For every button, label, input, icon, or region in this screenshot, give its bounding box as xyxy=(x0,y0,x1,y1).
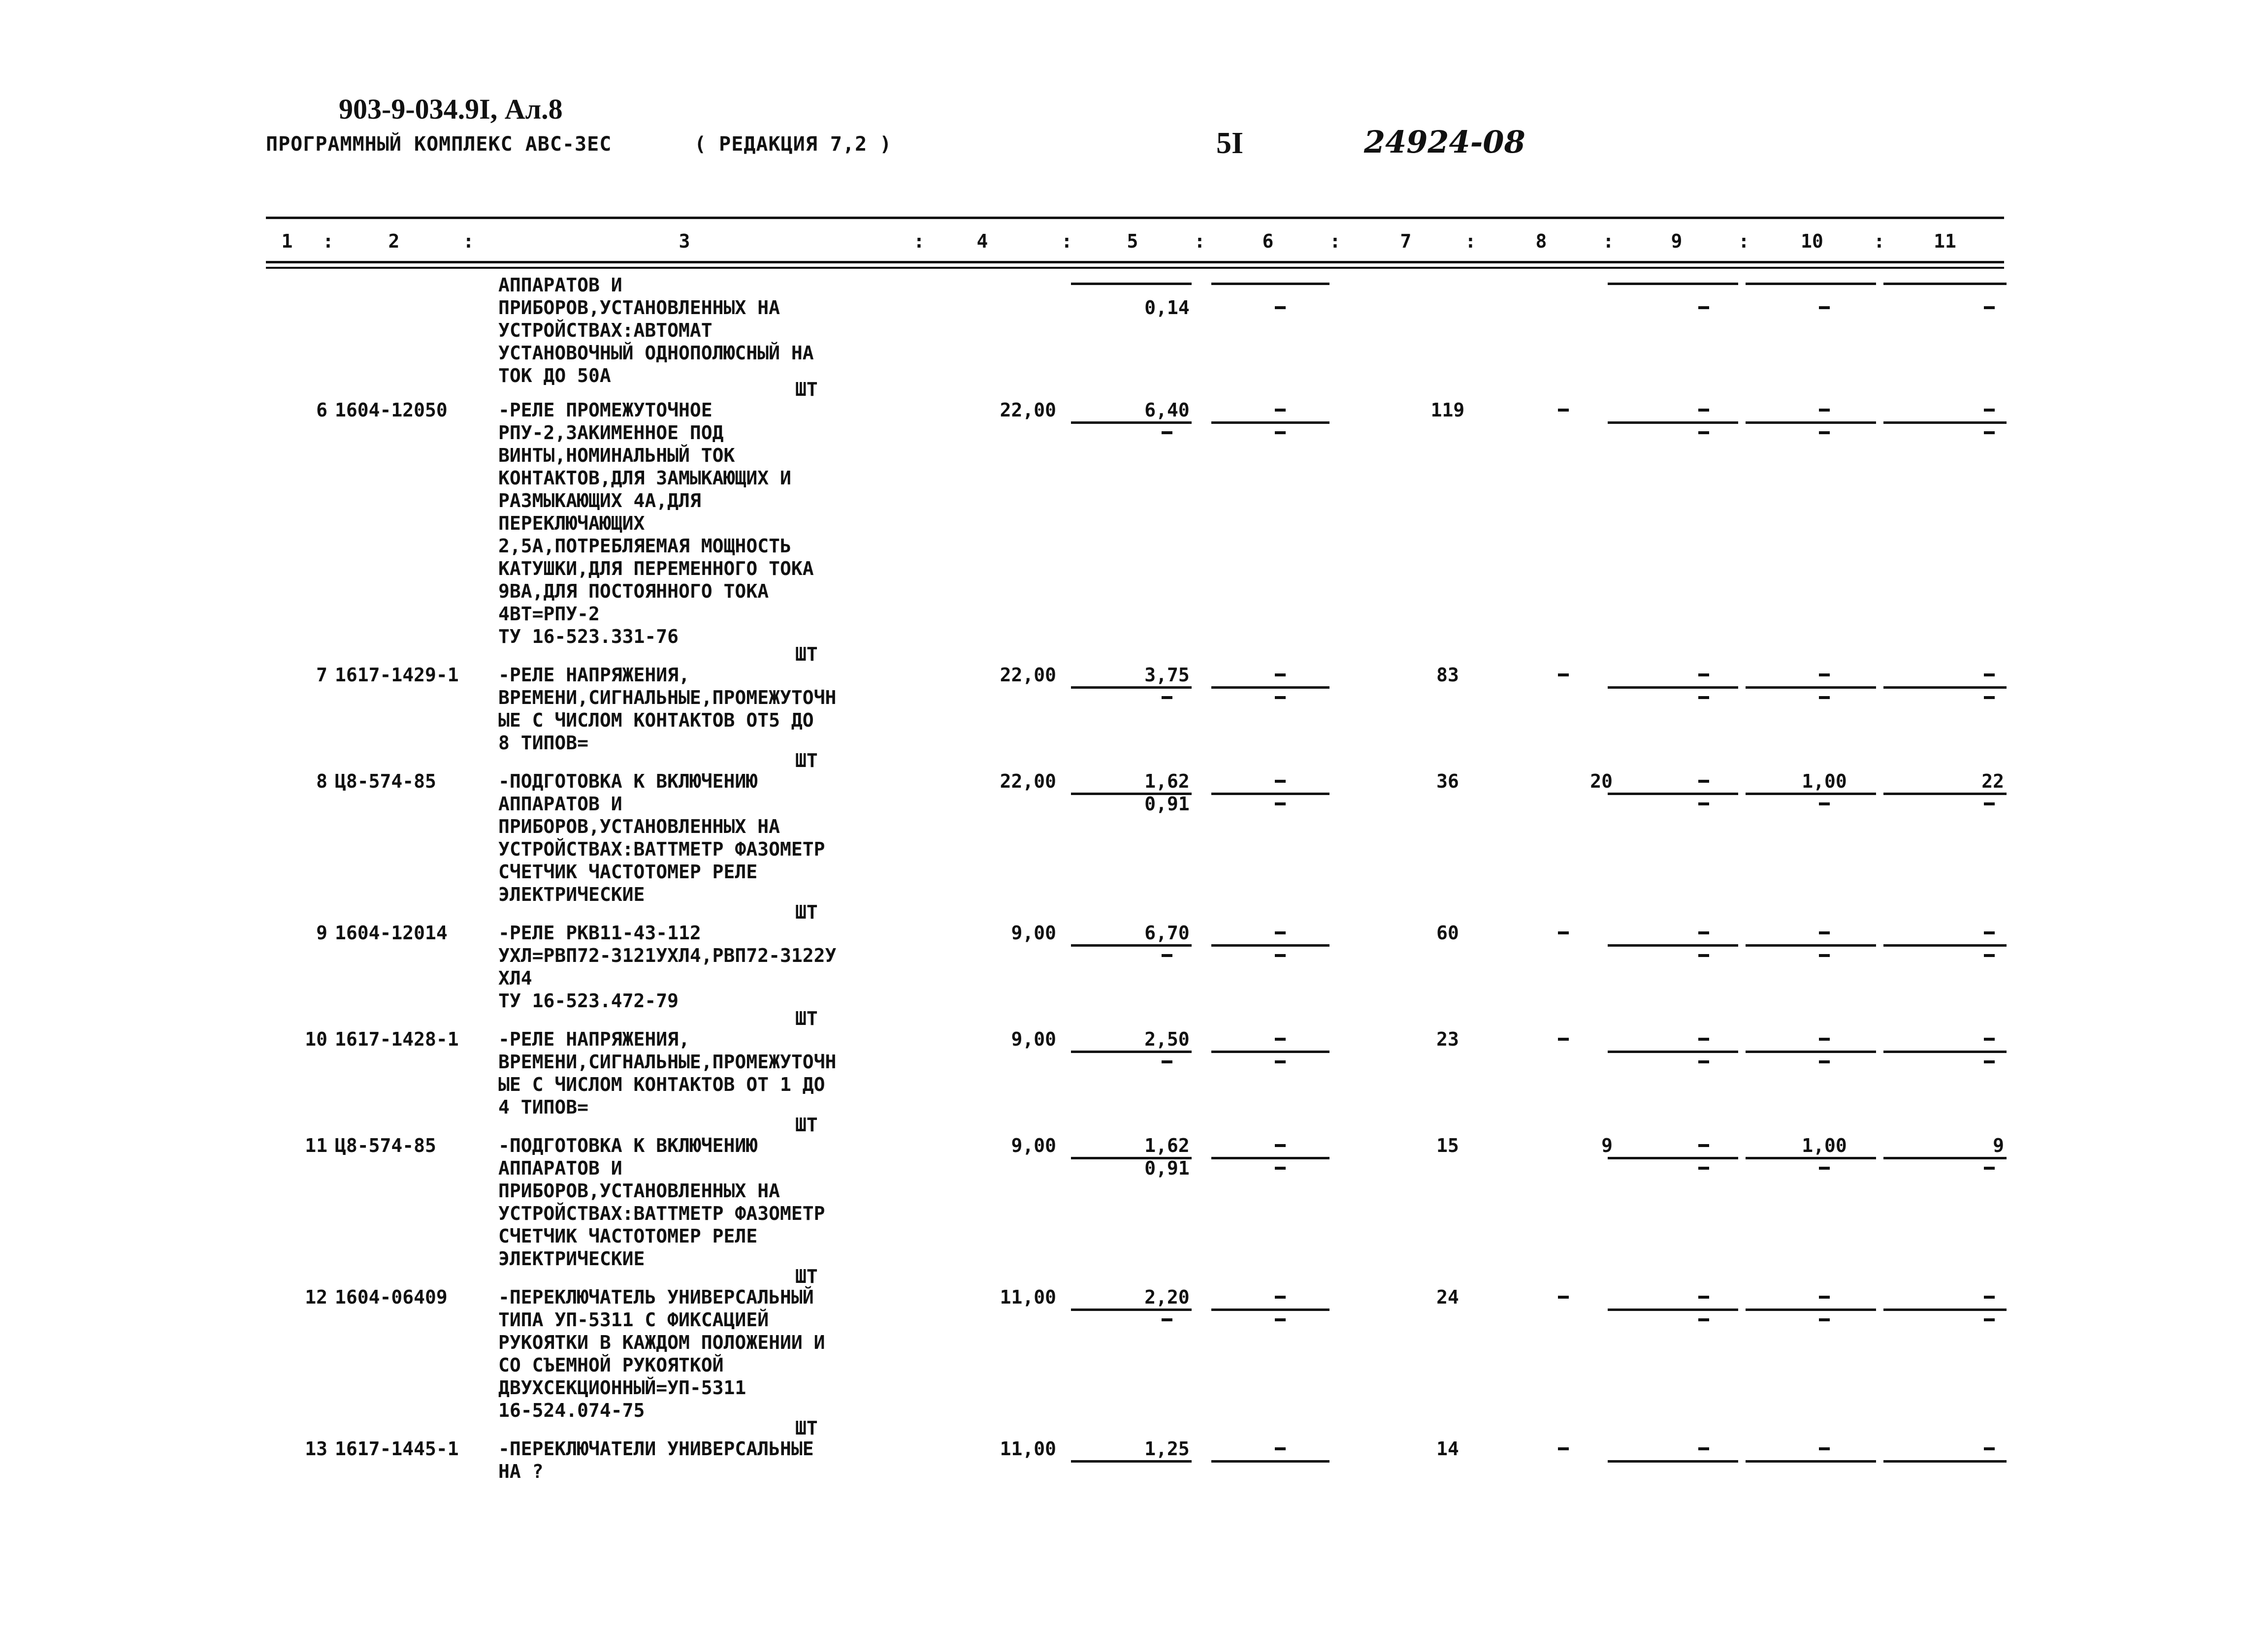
col5b-value-dash xyxy=(1162,1318,1172,1321)
col5-underline xyxy=(1071,1051,1192,1053)
item-code: Ц8-574-85 xyxy=(335,770,436,792)
unit-label: ШТ xyxy=(795,1008,818,1029)
col7-value: 60 xyxy=(1436,922,1459,944)
continuation-line: УСТАНОВОЧНЫЙ ОДНОПОЛЮСНЫЙ НА xyxy=(498,342,814,364)
col10-underline xyxy=(1746,686,1876,689)
description-line: 2,5А,ПОТРЕБЛЯЕМАЯ МОЩНОСТЬ xyxy=(498,535,791,557)
description-line: КАТУШКИ,ДЛЯ ПЕРЕМЕННОГО ТОКА xyxy=(498,558,814,579)
col6-dash xyxy=(1275,673,1286,676)
col9b-dash xyxy=(1698,696,1709,699)
col7-value: 83 xyxy=(1436,664,1459,686)
col5b-value-dash xyxy=(1162,431,1172,434)
col4-value: 9,00 xyxy=(1011,1135,1056,1156)
column-separator: : xyxy=(1194,230,1205,252)
col11-dash xyxy=(1984,1447,1995,1450)
col6-underline xyxy=(1211,1460,1329,1463)
col10-underline xyxy=(1746,793,1876,795)
description-line: ВРЕМЕНИ,СИГНАЛЬНЫЕ,ПРОМЕЖУТОЧН xyxy=(498,687,837,708)
description-line: ЫЕ С ЧИСЛОМ КОНТАКТОВ ОТ 1 ДО xyxy=(498,1074,825,1095)
col6-underline xyxy=(1211,1051,1329,1053)
unit-label: ШТ xyxy=(795,901,818,923)
description-line: -РЕЛЕ НАПРЯЖЕНИЯ, xyxy=(498,1028,690,1050)
description-line: ХЛ4 xyxy=(498,967,532,989)
unit-label: ШТ xyxy=(795,379,818,400)
description-line: СЧЕТЧИК ЧАСТОТОМЕР РЕЛЕ xyxy=(498,861,758,883)
description-line: УСТРОЙСТВАХ:ВАТТМЕТР ФАЗОМЕТР xyxy=(498,838,825,860)
col11-underline xyxy=(1883,1460,2007,1463)
description-line: ВИНТЫ,НОМИНАЛЬНЫЙ ТОК xyxy=(498,445,735,466)
column-separator: : xyxy=(913,230,925,252)
col9-underline xyxy=(1608,1460,1738,1463)
description-line: 4ВТ=РПУ-2 xyxy=(498,603,600,625)
column-separator: : xyxy=(323,230,334,252)
col10b-dash xyxy=(1819,1167,1830,1170)
col10-value-dash xyxy=(1819,1038,1830,1041)
col7-value: 15 xyxy=(1436,1135,1459,1156)
column-header-11: 11 xyxy=(1934,230,1956,252)
unit-label: ШТ xyxy=(795,643,818,665)
unit-label: ШТ xyxy=(795,1266,818,1287)
col11-underline xyxy=(1883,1157,2007,1159)
col9-value-dash xyxy=(1698,1447,1709,1450)
continuation-line: АППАРАТОВ И xyxy=(498,274,622,296)
col11-underline xyxy=(1883,1309,2007,1311)
col5-value: 6,70 xyxy=(1144,922,1190,944)
description-line: АППАРАТОВ И xyxy=(498,1157,622,1179)
col11-dash xyxy=(1984,1038,1995,1041)
col9-value-dash xyxy=(1698,931,1709,934)
col8-dash xyxy=(1558,1038,1569,1041)
col9b-dash xyxy=(1698,802,1709,805)
item-code: 1617-1428-1 xyxy=(335,1028,459,1050)
continuation-col6-dash xyxy=(1275,306,1286,309)
col7-value: 24 xyxy=(1436,1286,1459,1308)
col7-value: 14 xyxy=(1436,1438,1459,1460)
header-top-rule xyxy=(266,217,2004,219)
column-separator: : xyxy=(463,230,474,252)
col10-top-rule xyxy=(1746,283,1876,285)
col4-value: 22,00 xyxy=(1000,664,1056,686)
col10-underline xyxy=(1746,944,1876,947)
col10-value-dash xyxy=(1819,409,1830,412)
description-line: РУКОЯТКИ В КАЖДОМ ПОЛОЖЕНИИ И xyxy=(498,1332,825,1353)
description-line: КОНТАКТОВ,ДЛЯ ЗАМЫКАЮЩИХ И xyxy=(498,467,791,489)
col10-underline xyxy=(1746,1157,1876,1159)
item-code: 1604-06409 xyxy=(335,1286,448,1308)
continuation-col10-dash xyxy=(1819,306,1830,309)
col9-value-dash xyxy=(1698,673,1709,676)
col9-underline xyxy=(1608,1157,1738,1159)
col10-underline xyxy=(1746,421,1876,424)
unit-label: ШТ xyxy=(795,1114,818,1136)
continuation-col11-dash xyxy=(1984,306,1995,309)
description-line: ВРЕМЕНИ,СИГНАЛЬНЫЕ,ПРОМЕЖУТОЧН xyxy=(498,1051,837,1073)
col10b-dash xyxy=(1819,1060,1830,1063)
description-line: -РЕЛЕ ПРОМЕЖУТОЧНОЕ xyxy=(498,399,713,421)
col8-dash xyxy=(1558,409,1569,412)
col5-underline xyxy=(1071,1460,1192,1463)
col5-underline xyxy=(1071,944,1192,947)
col11-dash xyxy=(1984,409,1995,412)
header-bottom-rule-2 xyxy=(266,267,2004,269)
header-bottom-rule xyxy=(266,261,2004,263)
col11-underline xyxy=(1883,686,2007,689)
column-header-7: 7 xyxy=(1400,230,1412,252)
col8-dash xyxy=(1558,1447,1569,1450)
description-line: ПЕРЕКЛЮЧАЮЩИХ xyxy=(498,512,645,534)
row-number: 9 xyxy=(316,922,327,944)
description-line: -РЕЛЕ РКВ11-43-112 xyxy=(498,922,701,944)
col11b-dash xyxy=(1984,1060,1995,1063)
description-line: -ПЕРЕКЛЮЧАТЕЛЬ УНИВЕРСАЛЬНЫЙ xyxy=(498,1286,814,1308)
col5-value: 2,20 xyxy=(1144,1286,1190,1308)
description-line: -РЕЛЕ НАПРЯЖЕНИЯ, xyxy=(498,664,690,686)
edition-label: ( РЕДАКЦИЯ 7,2 ) xyxy=(694,133,892,156)
col11b-dash xyxy=(1984,431,1995,434)
col5-value: 2,50 xyxy=(1144,1028,1190,1050)
description-line: 8 ТИПОВ= xyxy=(498,732,589,754)
col9-value-dash xyxy=(1698,409,1709,412)
column-header-3: 3 xyxy=(679,230,690,252)
col9-value-dash xyxy=(1698,780,1709,783)
col9-underline xyxy=(1608,421,1738,424)
unit-label: ШТ xyxy=(795,1417,818,1439)
col5b-value-dash xyxy=(1162,696,1172,699)
description-line: НА ? xyxy=(498,1461,544,1482)
col10-value-dash xyxy=(1819,1296,1830,1299)
col6-dash xyxy=(1275,1447,1286,1450)
col6b-dash xyxy=(1275,696,1286,699)
row-number: 10 xyxy=(305,1028,327,1050)
col7-value: 119 xyxy=(1430,399,1465,421)
col4-value: 11,00 xyxy=(1000,1438,1056,1460)
col9-value-dash xyxy=(1698,1144,1709,1147)
col10b-dash xyxy=(1819,696,1830,699)
col6b-dash xyxy=(1275,1318,1286,1321)
column-separator: : xyxy=(1061,230,1072,252)
column-separator: : xyxy=(1738,230,1750,252)
item-code: 1604-12050 xyxy=(335,399,448,421)
col10-value: 1,00 xyxy=(1802,770,1847,792)
col11-dash xyxy=(1984,673,1995,676)
col9-underline xyxy=(1608,1309,1738,1311)
col10-value: 1,00 xyxy=(1802,1135,1847,1156)
col10-underline xyxy=(1746,1309,1876,1311)
col7-value: 36 xyxy=(1436,770,1459,792)
column-header-6: 6 xyxy=(1262,230,1274,252)
continuation-line: УСТРОЙСТВАХ:АВТОМАТ xyxy=(498,319,713,341)
col10b-dash xyxy=(1819,954,1830,957)
row-number: 6 xyxy=(316,399,327,421)
col9-value-dash xyxy=(1698,1296,1709,1299)
row-number: 7 xyxy=(316,664,327,686)
col9-underline xyxy=(1608,793,1738,795)
col10-value-dash xyxy=(1819,931,1830,934)
col6b-dash xyxy=(1275,802,1286,805)
col6-dash xyxy=(1275,1296,1286,1299)
description-line: ПРИБОРОВ,УСТАНОВЛЕННЫХ НА xyxy=(498,816,780,837)
col9-underline xyxy=(1608,686,1738,689)
col6-dash xyxy=(1275,1144,1286,1147)
col8-value: 20 xyxy=(1590,770,1613,792)
col11-dash xyxy=(1984,931,1995,934)
column-header-2: 2 xyxy=(388,230,400,252)
col5-value: 1,62 xyxy=(1144,1135,1190,1156)
col6-underline xyxy=(1211,1157,1329,1159)
col5-underline xyxy=(1071,686,1192,689)
col6b-dash xyxy=(1275,431,1286,434)
col9-value-dash xyxy=(1698,1038,1709,1041)
column-header-1: 1 xyxy=(281,230,293,252)
col10b-dash xyxy=(1819,431,1830,434)
item-code: 1617-1429-1 xyxy=(335,664,459,686)
col10-value-dash xyxy=(1819,673,1830,676)
description-line: 9ВА,ДЛЯ ПОСТОЯННОГО ТОКА xyxy=(498,580,769,602)
description-line: СЧЕТЧИК ЧАСТОТОМЕР РЕЛЕ xyxy=(498,1225,758,1247)
col10b-dash xyxy=(1819,1318,1830,1321)
col10-underline xyxy=(1746,1460,1876,1463)
description-line: 4 ТИПОВ= xyxy=(498,1096,589,1118)
col11b-dash xyxy=(1984,1318,1995,1321)
column-header-4: 4 xyxy=(976,230,988,252)
col9-underline xyxy=(1608,1051,1738,1053)
col9-underline xyxy=(1608,944,1738,947)
col11-dash xyxy=(1984,1296,1995,1299)
item-code: 1617-1445-1 xyxy=(335,1438,459,1460)
col5-top-rule xyxy=(1071,283,1192,285)
col5b-value: 0,91 xyxy=(1144,793,1190,815)
col6b-dash xyxy=(1275,1060,1286,1063)
col11b-dash xyxy=(1984,954,1995,957)
description-line: ТУ 16-523.472-79 xyxy=(498,990,679,1012)
col5-value: 1,25 xyxy=(1144,1438,1190,1460)
description-line: ПРИБОРОВ,УСТАНОВЛЕННЫХ НА xyxy=(498,1180,780,1202)
col6-dash xyxy=(1275,931,1286,934)
col9b-dash xyxy=(1698,431,1709,434)
col6-underline xyxy=(1211,421,1329,424)
col6-underline xyxy=(1211,1309,1329,1311)
col10b-dash xyxy=(1819,802,1830,805)
column-header-8: 8 xyxy=(1535,230,1547,252)
continuation-line: ПРИБОРОВ,УСТАНОВЛЕННЫХ НА xyxy=(498,297,780,319)
col6b-dash xyxy=(1275,1167,1286,1170)
col5-value: 1,62 xyxy=(1144,770,1190,792)
continuation-col5: 0,14 xyxy=(1144,297,1190,319)
col5b-value-dash xyxy=(1162,954,1172,957)
col11-underline xyxy=(1883,1051,2007,1053)
col9b-dash xyxy=(1698,1060,1709,1063)
col8-dash xyxy=(1558,931,1569,934)
col11-underline xyxy=(1883,793,2007,795)
column-separator: : xyxy=(1465,230,1476,252)
col11-top-rule xyxy=(1883,283,2007,285)
column-header-9: 9 xyxy=(1671,230,1683,252)
col5b-value: 0,91 xyxy=(1144,1157,1190,1179)
unit-label: ШТ xyxy=(795,750,818,771)
col5-value: 6,40 xyxy=(1144,399,1190,421)
col4-value: 9,00 xyxy=(1011,1028,1056,1050)
item-code: 1604-12014 xyxy=(335,922,448,944)
col9b-dash xyxy=(1698,1167,1709,1170)
col11-value: 9 xyxy=(1993,1135,2004,1156)
column-separator: : xyxy=(1874,230,1885,252)
col10-underline xyxy=(1746,1051,1876,1053)
col9b-dash xyxy=(1698,1318,1709,1321)
row-number: 11 xyxy=(305,1135,327,1156)
doc-code: 903-9-034.9I, Ал.8 xyxy=(339,93,563,125)
col11b-dash xyxy=(1984,802,1995,805)
description-line: СО СЪЕМНОЙ РУКОЯТКОЙ xyxy=(498,1354,724,1376)
col6-underline xyxy=(1211,686,1329,689)
description-line: ЭЛЕКТРИЧЕСКИЕ xyxy=(498,1248,645,1270)
column-separator: : xyxy=(1329,230,1341,252)
col8-value: 9 xyxy=(1601,1135,1613,1156)
col10-value-dash xyxy=(1819,1447,1830,1450)
handwritten-number: 24924-08 xyxy=(1364,124,1525,160)
description-line: 16-524.074-75 xyxy=(498,1400,645,1421)
col6-underline xyxy=(1211,793,1329,795)
description-line: РПУ-2,ЗАКИМЕННОЕ ПОД xyxy=(498,422,724,444)
col11-underline xyxy=(1883,944,2007,947)
col9-top-rule xyxy=(1608,283,1738,285)
description-line: УСТРОЙСТВАХ:ВАТТМЕТР ФАЗОМЕТР xyxy=(498,1203,825,1224)
col11-underline xyxy=(1883,421,2007,424)
row-number: 13 xyxy=(305,1438,327,1460)
col9b-dash xyxy=(1698,954,1709,957)
column-header-10: 10 xyxy=(1801,230,1823,252)
description-line: -ПЕРЕКЛЮЧАТЕЛИ УНИВЕРСАЛЬНЫЕ xyxy=(498,1438,814,1460)
description-line: УХЛ=РВП72-3121УХЛ4,РВП72-3122У xyxy=(498,945,837,966)
col4-value: 22,00 xyxy=(1000,399,1056,421)
column-separator: : xyxy=(1603,230,1614,252)
col6-dash xyxy=(1275,409,1286,412)
col6-top-rule xyxy=(1211,283,1329,285)
col11b-dash xyxy=(1984,696,1995,699)
program-title: ПРОГРАММНЫЙ КОМПЛЕКС АВС-ЗЕС xyxy=(266,133,612,156)
col8-dash xyxy=(1558,1296,1569,1299)
description-line: ЫЕ С ЧИСЛОМ КОНТАКТОВ ОТ5 ДО xyxy=(498,709,814,731)
description-line: ТИПА УП-5311 С ФИКСАЦИЕЙ xyxy=(498,1309,769,1331)
col4-value: 9,00 xyxy=(1011,922,1056,944)
col6-dash xyxy=(1275,780,1286,783)
column-header-5: 5 xyxy=(1127,230,1138,252)
description-line: -ПОДГОТОВКА К ВКЛЮЧЕНИЮ xyxy=(498,770,758,792)
col4-value: 11,00 xyxy=(1000,1286,1056,1308)
item-code: Ц8-574-85 xyxy=(335,1135,436,1156)
continuation-line: ТОК ДО 50А xyxy=(498,365,611,386)
page-number: 5I xyxy=(1216,127,1244,160)
description-line: -ПОДГОТОВКА К ВКЛЮЧЕНИЮ xyxy=(498,1135,758,1156)
description-line: АППАРАТОВ И xyxy=(498,793,622,815)
description-line: РАЗМЫКАЮЩИХ 4А,ДЛЯ xyxy=(498,490,701,511)
col5-value: 3,75 xyxy=(1144,664,1190,686)
col11-value: 22 xyxy=(1981,770,2004,792)
col11b-dash xyxy=(1984,1167,1995,1170)
description-line: ДВУХСЕКЦИОННЫЙ=УП-5311 xyxy=(498,1377,746,1399)
col7-value: 23 xyxy=(1436,1028,1459,1050)
col5-underline xyxy=(1071,421,1192,424)
col6-dash xyxy=(1275,1038,1286,1041)
col6b-dash xyxy=(1275,954,1286,957)
col8-dash xyxy=(1558,673,1569,676)
row-number: 8 xyxy=(316,770,327,792)
col4-value: 22,00 xyxy=(1000,770,1056,792)
col5-underline xyxy=(1071,1309,1192,1311)
continuation-col9-dash xyxy=(1698,306,1709,309)
row-number: 12 xyxy=(305,1286,327,1308)
description-line: ТУ 16-523.331-76 xyxy=(498,626,679,647)
col6-underline xyxy=(1211,944,1329,947)
col5b-value-dash xyxy=(1162,1060,1172,1063)
description-line: ЭЛЕКТРИЧЕСКИЕ xyxy=(498,884,645,905)
